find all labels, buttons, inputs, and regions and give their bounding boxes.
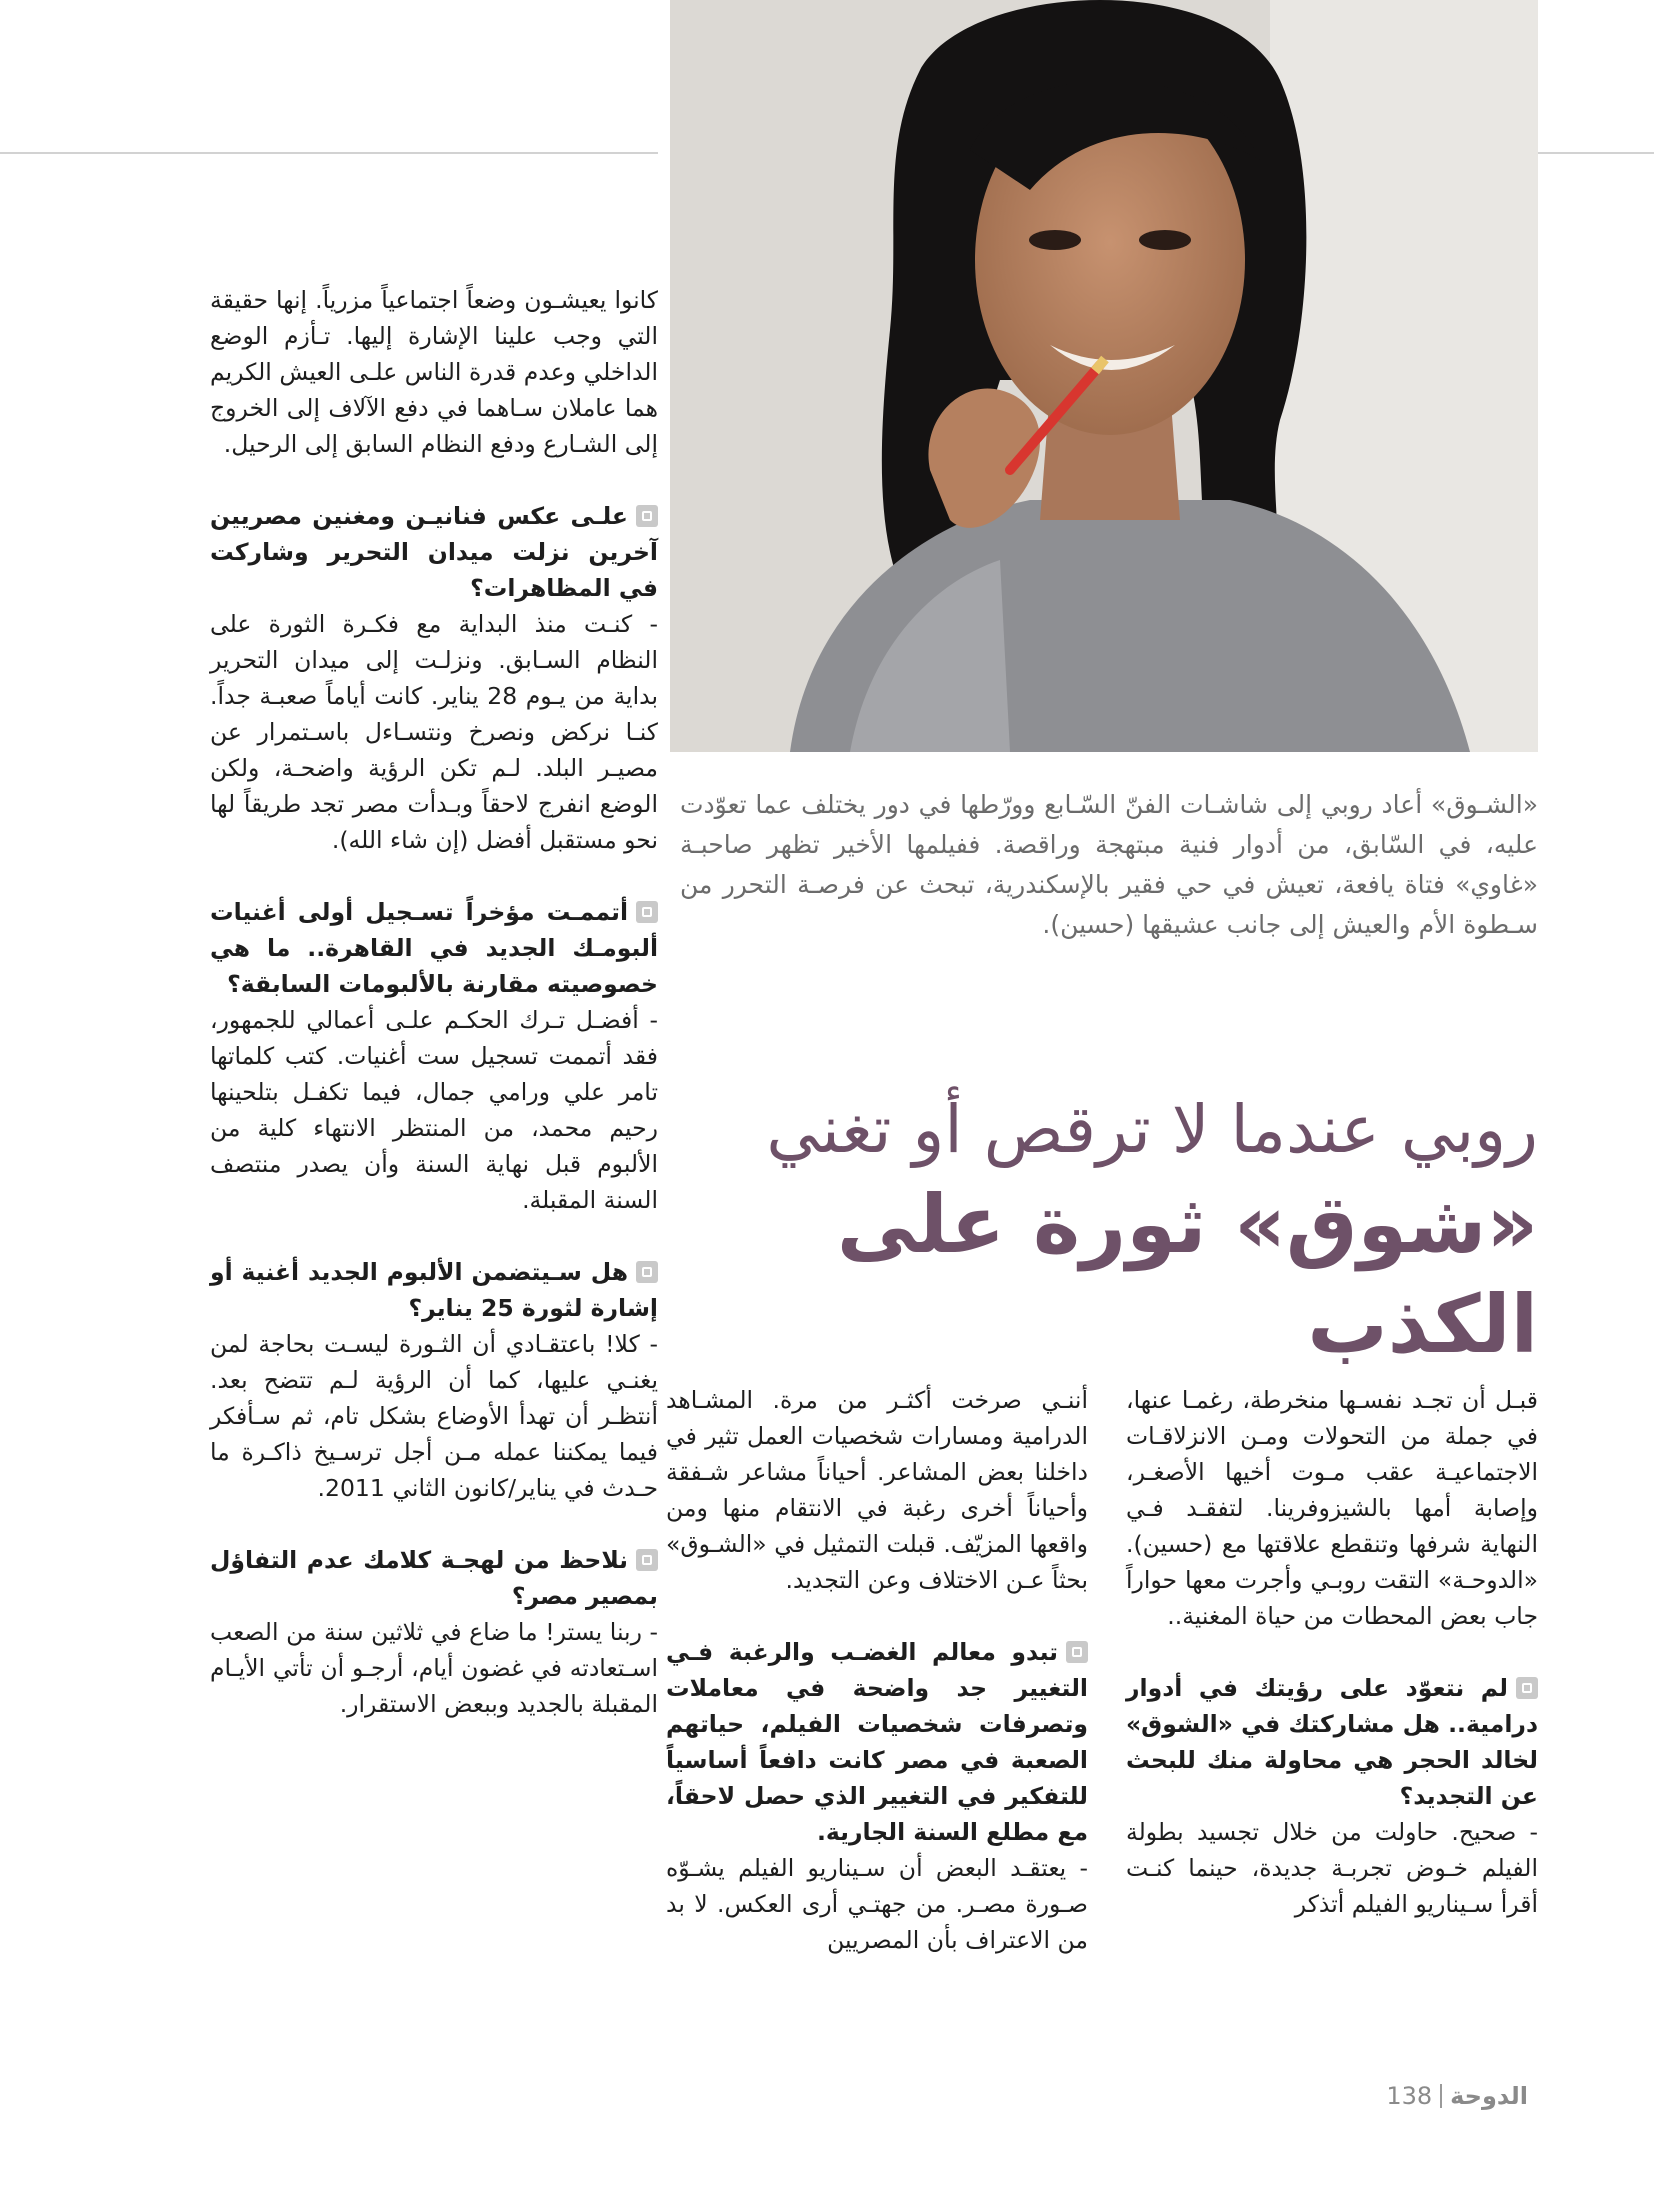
magazine-name: الدوحة	[1450, 2082, 1528, 2110]
title-line-2: «شوق» ثورة على الكذب	[836, 1178, 1538, 1371]
title-line-1: روبي عندما لا ترقص أو تغني	[766, 1091, 1538, 1168]
question	[210, 1542, 658, 1614]
header-rule-left	[0, 152, 658, 154]
answer: كانوا يعيشـون وضعاً اجتماعياً مزرياً. إنها حقيقة التي وجب علينا الإشارة إليها. تـأزم الوضع الداخلي وعدم قدرة الناس علـى العيش الكريم هما عاملان سـاهما في دفع الآلاف إلى الخروج إلى الشـارع ودفع النظام السابق إلى الرحيل.	[210, 286, 658, 458]
photo-caption	[680, 785, 1538, 945]
question-marker-icon	[636, 1261, 658, 1283]
question	[210, 1254, 658, 1326]
column-right	[1126, 1382, 1538, 1922]
portrait-illustration	[670, 0, 1538, 752]
question-text: علـى عكس فنانيـن ومغنين مصريين آخرين نزلت ميدان التحرير وشاركت في المظاهرات؟	[210, 502, 658, 602]
page-number: 138	[1386, 2082, 1433, 2110]
answer: - ربنا يستر! ما ضاع في ثلاثين سنة من الصعب اسـتعادته في غضون أيام، أرجـو أن تأتي الأيـام المقبلة بالجديد وببعض الاستقرار.	[210, 1618, 658, 1718]
column-left	[210, 282, 658, 1722]
question-marker-icon	[1516, 1677, 1538, 1699]
question-marker-icon	[636, 505, 658, 527]
answer: - أفضـل تـرك الحكـم علـى أعمالي للجمهور، فقد أتممت تسجيل ست أغنيات. كتب كلماتها تامر علي ورامي جمال، فيما تكفـل بتلحينها رحيم محمد، من المنتظر الانتهاء كلية من الألبوم قبل نهاية السنة وأن يصدر منتصف السنة المقبلة.	[210, 1006, 658, 1214]
question	[210, 498, 658, 606]
answer: - كلا! باعتقـادي أن الثـورة ليسـت بحاجة لمن يغنـي عليها، كما أن الرؤية لـم تتضح بعد. أنتظـر أن تهدأ الأوضاع بشكل تام، ثم سـأفكر فيما يمكننا عمله مـن أجل ترسـيخ ذاكـرة ما حـدث في يناير/كانون الثاني 2011.	[210, 1330, 658, 1502]
question	[1126, 1670, 1538, 1814]
answer: أننـي صرخت أكثـر من مرة. المشـاهد الدرامية ومسارات شخصيات العمل تثير في داخلنا بعض المشاعر. أحياناً مشاعر شـفقة وأحياناً أخرى رغبة في الانتقام منها ومن واقعها المزيّف. قبلت التمثيل في «الشـوق» بحثاً عـن الاختلاف وعن التجديد.	[666, 1386, 1088, 1594]
question-marker-icon	[636, 1549, 658, 1571]
caption-text: «الشـوق» أعاد روبي إلى شاشـات الفنّ السّـابع وورّطها في دور يختلف عما تعوّدت عليه، في السّابق، من أدوار فنية مبتهجة وراقصة. ففيلمها الأخير تظهر صاحبـة «غاوي» فتاة يافعة، تعيش في حي فقير بالإسكندرية، تبحث عن فرصـة التحرر من سـطوة الأم والعيش إلى جانب عشيقها (حسين).	[680, 790, 1538, 939]
question-text: نلاحظ من لهجـة كلامك عدم التفاؤل بمصير مصر؟	[210, 1546, 658, 1610]
article-title	[690, 1085, 1538, 1375]
page-footer	[1386, 2082, 1528, 2110]
question	[666, 1634, 1088, 1850]
question-text: أتممـت مؤخراً تسـجيل أولى أغنيات ألبومـك الجديد في القاهرة.. ما هي خصوصيته مقارنة بالألبومات السابقة؟	[210, 898, 658, 998]
question-marker-icon	[636, 901, 658, 923]
answer: - يعتقـد البعض أن سـيناريو الفيلم يشـوّه صـورة مصـر. من جهتـي أرى العكس. لا بد من الاعتراف بأن المصريين	[666, 1854, 1088, 1954]
question	[210, 894, 658, 1002]
footer-divider	[1440, 2084, 1442, 2108]
answer: - صحيح. حاولت من خلال تجسيد بطولة الفيلم خـوض تجربـة جديدة، حينما كنـت أقرأ سـيناريو الفيلم أتذكر	[1126, 1818, 1538, 1918]
column-middle	[666, 1382, 1088, 1958]
question-marker-icon	[1066, 1641, 1088, 1663]
answer: - كنـت منذ البداية مع فكـرة الثورة على النظام السـابق. ونزلـت إلى ميدان التحرير بداية من يـوم 28 يناير. كانت أياماً صعبـة جداً. كنـا نركض ونصرخ ونتسـاءل باسـتمرار عن مصيـر البلد. لـم تكن الرؤية واضحـة، ولكن الوضع انفرج لاحقاً وبـدأت مصر تجد طريقاً لها نحو مستقبل أفضل (إن شاء الله).	[210, 610, 658, 854]
question-text: لم نتعوّد على رؤيتك في أدوار درامية.. هل مشاركتك في «الشوق» لخالد الحجر هي محاولة منك للبحث عن التجديد؟	[1126, 1674, 1538, 1810]
question-text: تبدو معالم الغضـب والرغبة فـي التغيير جد واضحة في معاملات وتصرفات شخصيات الفيلم، حياتهم الصعبة في مصر كانت دافعاً أساسياً للتفكير في التغيير الذي حصل لاحقاً، مع مطلع السنة الجارية.	[666, 1638, 1088, 1846]
intro-paragraph: قبـل أن تجـد نفسـها منخرطة، رغمـا عنها، في جملة من التحولات ومـن الانزلاقـات الاجتماعيـة عقب مـوت أخيها الأصغـر، وإصابة أمها بالشيزوفرينا. لتفقـد فـي النهاية شرفها وتنقطع علاقتها مع (حسين). «الدوحـة» التقت روبـي وأجرت معها حواراً جاب بعض المحطات من حياة المغنية..	[1126, 1386, 1538, 1630]
question-text: هل سـيتضمن الألبوم الجديد أغنية أو إشارة لثورة 25 يناير؟	[210, 1258, 658, 1322]
article-photo	[670, 0, 1538, 752]
header-rule-right	[1538, 152, 1654, 154]
